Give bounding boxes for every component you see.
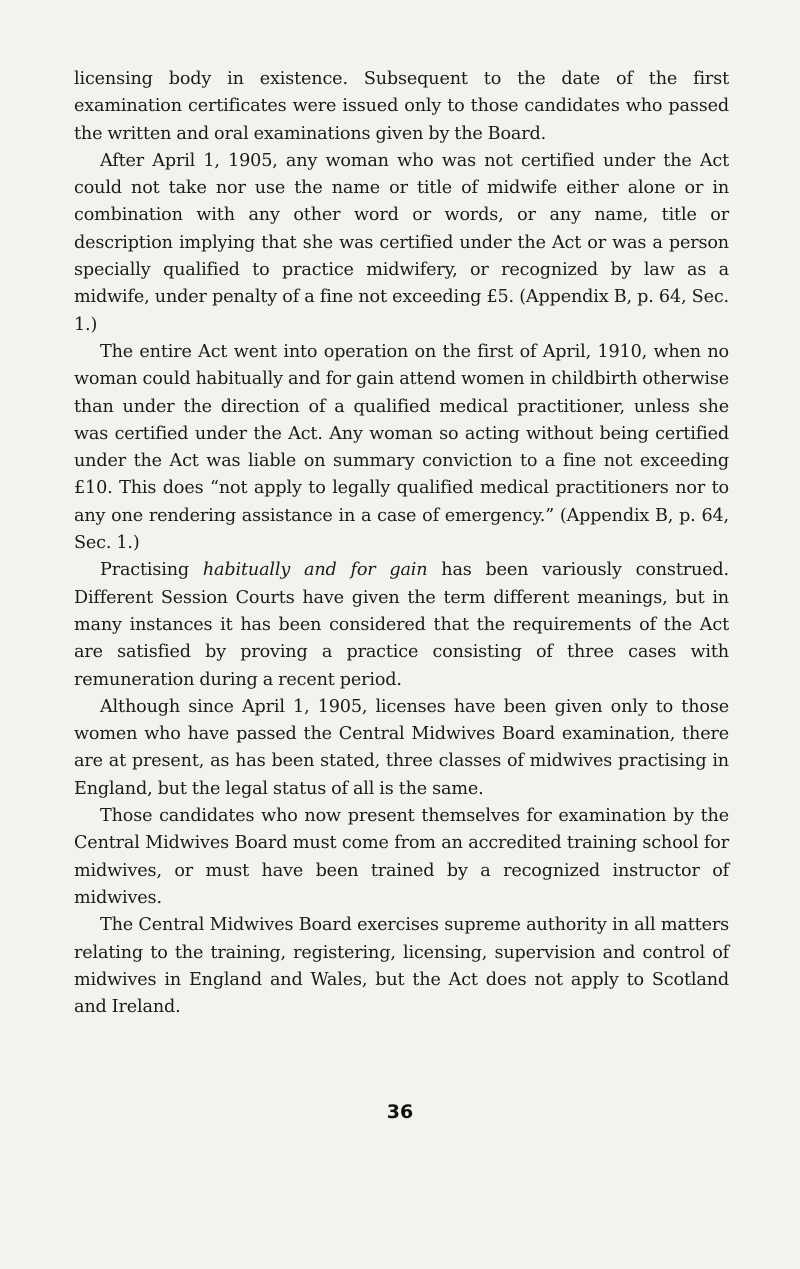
paragraph-4-italic-phrase: habitually and for gain [202,560,428,581]
paragraph-4-start: Practising [100,560,203,581]
paragraph-4 [74,557,729,693]
paragraph-2: After April 1, 1905, any woman who was not certified under the Act could not take nor use the name or title of midwife either alone or in combination with any other word or words, or any name, title or description implying that she was certified under the Act or was a person specially qualified to practice midwifery, or recognized by law as a midwife, under penalty of a fine not exceeding £5. (Appendix B, p. 64, Sec. 1.) [74,150,729,335]
paragraph-7: The Central Midwives Board exercises supreme authority in all matters relating to the training, registering, licensing, supervision and control of midwives in England and Wales, but the Act does not apply to Scotland and Ireland. [74,915,729,1018]
page-number: 36 [386,1101,414,1123]
paragraph-4-rest: has been variously construed. Different Session Courts have given the term different meanings, but in many instances it has been considered that the requirements of the Act are satisfied by proving a practice consisting of three cases with remuneration during a recent period. [74,560,729,690]
paragraph-6: Those candidates who now present themselves for examination by the Central Midwives Board must come from an accredited training school for midwives, or must have been trained by a recognized instructor of midwives. [74,806,729,908]
paragraph-3: The entire Act went into operation on the first of April, 1910, when no woman could habitually and for gain attend women in childbirth otherwise than under the direction of a qualified medical practitioner, unless she was certified under the Act. Any woman so acting without being certified under the Act was liable on summary conviction to a fine not exceeding £10. This does “not apply to legally qualified medical practitioners nor to any one rendering assistance in a case of emergency.” (Appendix B, p. 64, Sec. 1.) [74,341,729,554]
paragraph-1: licensing body in existence. Subsequent to the date of the first examination certificates were issued only to those candidates who passed the written and oral examinations given by the Board. [74,69,729,144]
body-text [74,66,729,1021]
paragraph-5: Although since April 1, 1905, licenses have been given only to those women who have passed the Central Midwives Board examination, there are at present, as has been stated, three classes of midwives practising in England, but the legal status of all is the same. [74,696,729,799]
